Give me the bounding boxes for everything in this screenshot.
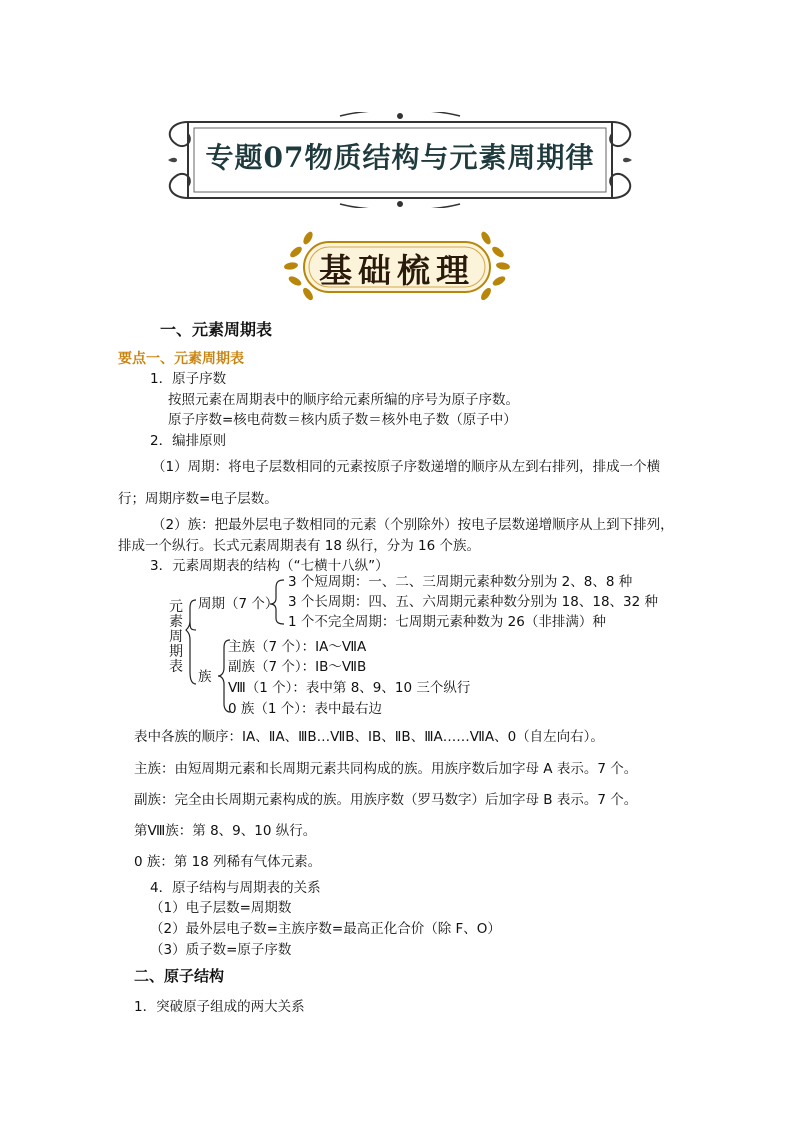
group-zero: 0 族（1 个）：表中最右边 bbox=[228, 701, 383, 717]
item2-p1-line2: 行；周期序数=电子层数。 bbox=[118, 491, 278, 507]
section2-heading: 二、原子结构 bbox=[134, 967, 225, 985]
incomplete-period: 1 个不完全周期：七周期元素种数为 26（非排满）种 bbox=[288, 614, 606, 630]
item2-p1-line1: （1）周期：将电子层数相同的元素按原子序数递增的顺序从左到右排列，排成一个横 bbox=[152, 459, 661, 475]
item2-p2-line2: 排成一个纵行。长式元素周期表有 18 纵行，分为 16 个族。 bbox=[118, 538, 481, 554]
item2-heading: 2．编排原则 bbox=[150, 433, 227, 449]
section-badge-title: 基础梳理 bbox=[319, 251, 475, 290]
sub-group-definition: 副族：完全由长周期元素构成的族。用族序数（罗马数字）后加字母 B 表示。7 个。 bbox=[134, 792, 638, 808]
structure-root-label: 元素周期表 bbox=[169, 599, 183, 675]
item1-heading: 1．原子序数 bbox=[150, 371, 227, 387]
short-periods: 3 个短周期：一、二、三周期元素种数分别为 2、8、8 种 bbox=[288, 574, 633, 590]
group-viii-definition: 第Ⅷ族：第 8、9、10 纵行。 bbox=[134, 823, 317, 839]
long-periods: 3 个长周期：四、五、六周期元素种数分别为 18、18、32 种 bbox=[288, 594, 658, 610]
document-title: 专题07物质结构与元素周期律 bbox=[205, 141, 595, 174]
main-groups: 主族（7 个）：ⅠA～ⅦA bbox=[228, 639, 367, 655]
item4-point3: （3）质子数=原子序数 bbox=[150, 942, 292, 958]
item1-line1: 按照元素在周期表中的顺序给元素所编的序号为原子序数。 bbox=[168, 392, 519, 408]
item3-heading: 3．元素周期表的结构（“七横十八纵”） bbox=[150, 558, 389, 574]
sub-groups: 副族（7 个）：ⅠB～ⅦB bbox=[228, 659, 367, 675]
key-point-heading: 要点一、元素周期表 bbox=[118, 351, 244, 367]
group-order-line: 表中各族的顺序：ⅠA、ⅡA、ⅢB…ⅦB、ⅠB、ⅡB、ⅢA……ⅦA、0（自左向右）。 bbox=[134, 729, 604, 745]
section2-item1: 1．突破原子组成的两大关系 bbox=[134, 999, 305, 1015]
item4-heading: 4．原子结构与周期表的关系 bbox=[150, 880, 321, 896]
group-zero-definition: 0 族：第 18 列稀有气体元素。 bbox=[134, 854, 322, 870]
item2-p2-line1: （2）族：把最外层电子数相同的元素（个别除外）按电子层数递增顺序从上到下排列， bbox=[152, 517, 674, 533]
item1-line2: 原子序数=核电荷数＝核内质子数＝核外电子数（原子中） bbox=[168, 412, 517, 428]
item4-point1: （1）电子层数=周期数 bbox=[150, 900, 292, 916]
groups-label: 族 bbox=[198, 669, 212, 685]
periods-label: 周期（7 个） bbox=[198, 596, 279, 612]
main-group-definition: 主族：由短周期元素和长周期元素共同构成的族。用族序数后加字母 A 表示。7 个。 bbox=[134, 761, 638, 777]
item4-point2: （2）最外层电子数=主族序数=最高正化合价（除 F、O） bbox=[150, 921, 501, 937]
group-viii: Ⅷ（1 个）：表中第 8、9、10 三个纵行 bbox=[228, 680, 471, 696]
section1-heading: 一、元素周期表 bbox=[160, 320, 273, 339]
